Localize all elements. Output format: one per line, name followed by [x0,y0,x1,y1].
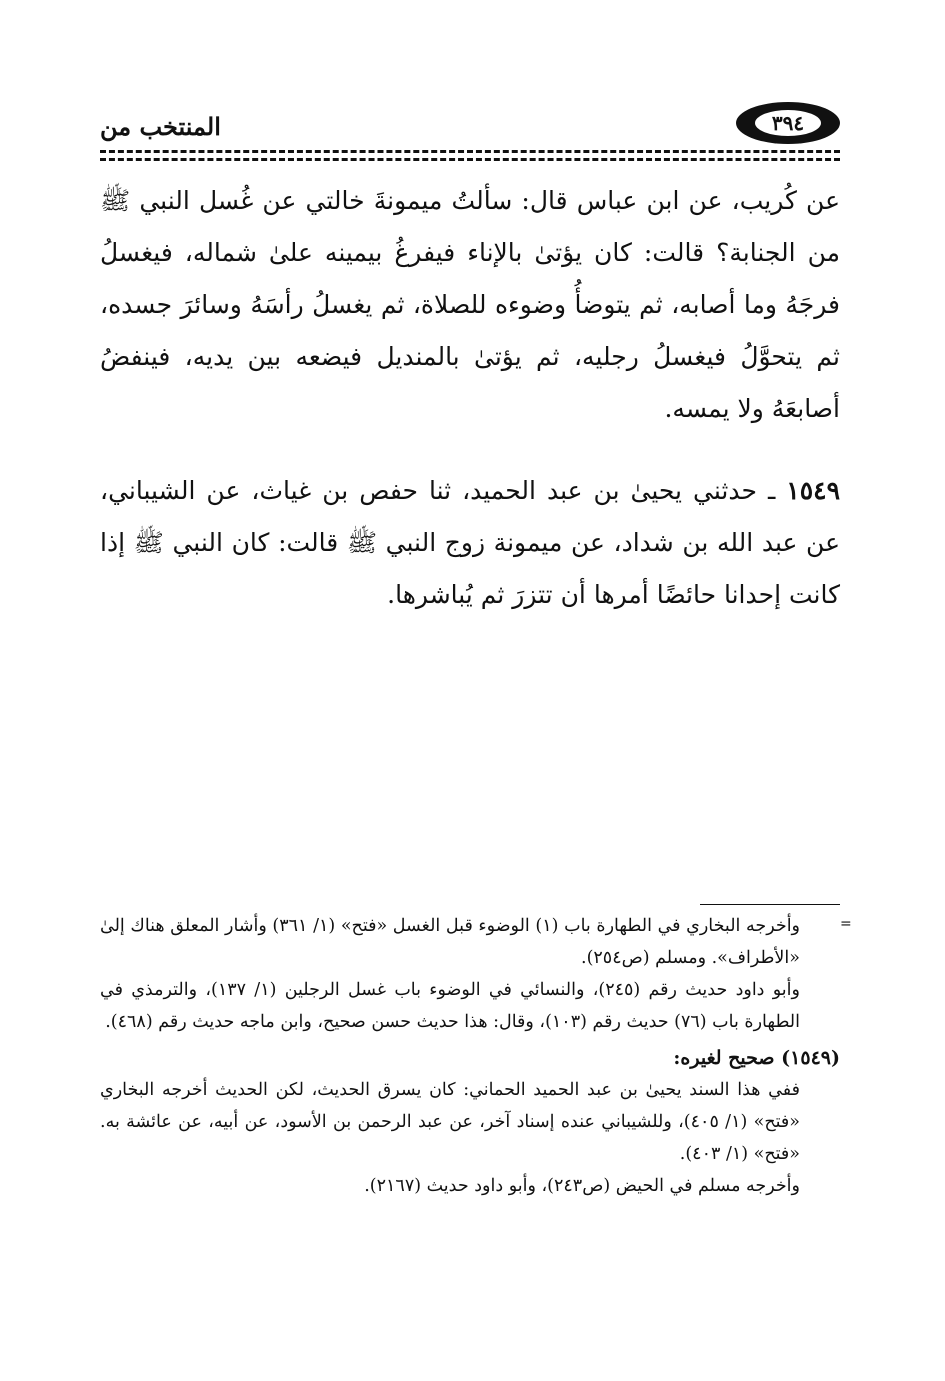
paragraph-2-text: ـ حدثني يحيىٰ بن عبد الحميد، ثنا حفص بن غياث، عن الشيباني، عن عبد الله بن شداد، عن ميمونة زوج النبي ﷺ قالت: كان النبي ﷺ إذا كانت إحدانا حائضًا أمرها أن تتزرَ ثم يُباشرها. [100,476,840,609]
footnote-line: وأخرجه مسلم في الحيض (ص٢٤٣)، وأبو داود حديث (٢١٦٧). [364,1176,800,1196]
footnote-line: وأبو داود حديث رقم (٢٤٥)، والنسائي في الوضوء باب غسل الرجلين (١/ ١٣٧)، والترمذي في الطهارة باب (٧٦) حديث رقم (١٠٣)، وقال: هذا حديث حسن صحيح، وابن ماجه حديث رقم (٤٦٨). [100,980,800,1032]
footnote-line: ففي هذا السند يحيىٰ بن عبد الحميد الحماني: كان يسرق الحديث، لكن الحديث أخرجه البخاري «فتح» (١/ ٤٠٥)، وللشيباني عنده إسناد آخر، عن عبد الرحمن بن الأسود، عن أبيه، عن عائشة به. «فتح» (١/ ٤٠٣). [100,1080,800,1164]
page-number-badge [736,102,840,144]
main-text [100,175,840,621]
running-title: المنتخب من [100,112,221,141]
footnote-line: وأخرجه البخاري في الطهارة باب (١) الوضوء قبل الغسل «فتح» (١/ ٣٦١) وأشار المعلق هناك إلىٰ «الأطراف». ومسلم (ص٢٥٤). [100,916,801,968]
header-rule-top [100,150,840,153]
page-number: ٣٩٤ [755,110,821,136]
paragraph-1: عن كُريب، عن ابن عباس قال: سألتُ ميمونةَ خالتي عن غُسل النبي ﷺ من الجنابة؟ قالت: كان يؤتىٰ بالإناء فيفرغُ بيمينه علىٰ شماله، فيغسلُ فرجَهُ وما أصابه، ثم يتوضأُ وضوءه للصلاة، ثم يغسلُ رأسَهُ وسائرَ جسده، ثم يتحوَّلُ فيغسلُ رجليه، ثم يؤتىٰ بالمنديل فيضعه بين يديه، فينفضُ أصابعَهُ ولا يمسه. [100,186,840,423]
footnote-separator [700,904,840,905]
paragraph-2 [100,465,840,621]
footnote-continuation-marker: = [840,916,852,932]
page-header [100,100,840,148]
header-rule-bottom [100,158,840,161]
footnotes [100,910,840,1202]
footnote-heading: (١٥٤٩) صحيح لغيره: [673,1047,840,1069]
hadith-number: ١٥٤٩ [786,476,841,505]
